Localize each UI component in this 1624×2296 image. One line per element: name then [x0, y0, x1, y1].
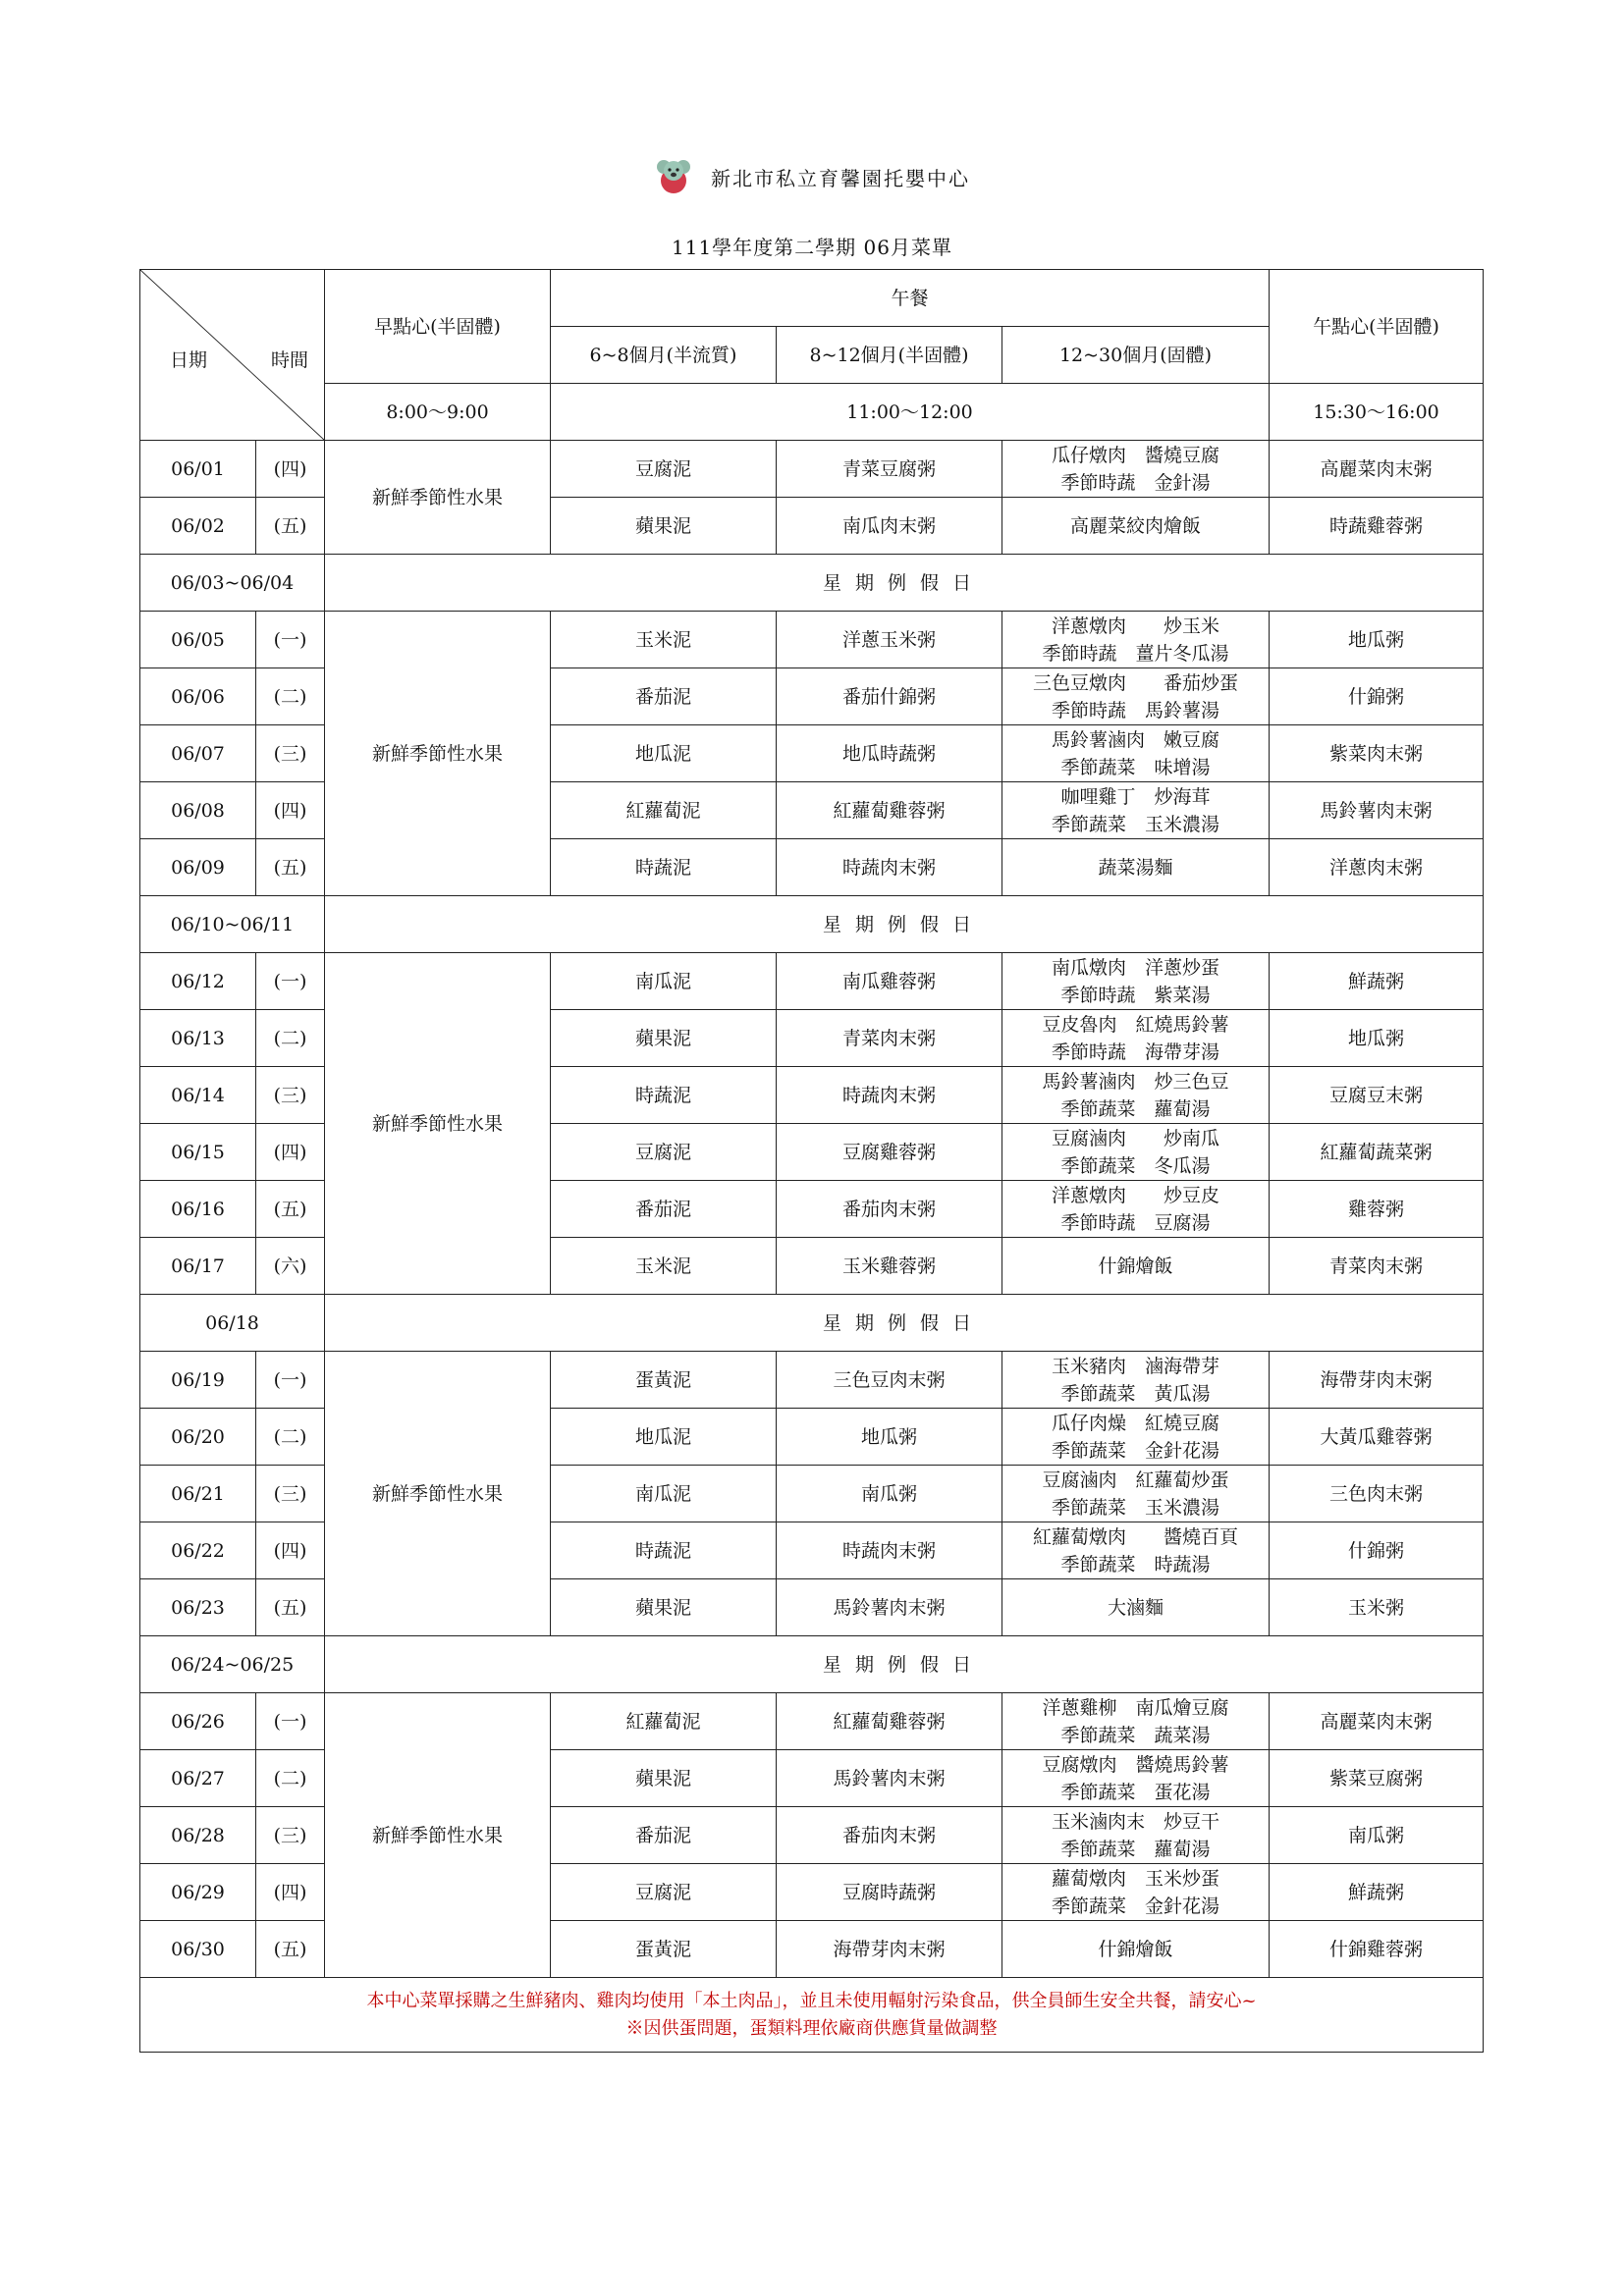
lunch-12-30 — [1002, 1238, 1270, 1295]
afternoon-snack: 紅蘿蔔蔬菜粥 — [1270, 1124, 1484, 1181]
lunch-12-30 — [1002, 1409, 1270, 1466]
day-weekday: (五) — [256, 1181, 325, 1238]
afternoon-snack: 玉米粥 — [1270, 1579, 1484, 1636]
lunch-12-30-line1: 南瓜燉肉 洋蔥炒蛋 — [1052, 956, 1220, 979]
afternoon-snack: 紫菜豆腐粥 — [1270, 1750, 1484, 1807]
morning-fruit: 新鮮季節性水果 — [325, 1693, 551, 1978]
day-weekday: (四) — [256, 1522, 325, 1579]
lunch-6-8: 時蔬泥 — [551, 1067, 777, 1124]
menu-day-row — [140, 1352, 1484, 1409]
lunch-8-12: 青菜豆腐粥 — [777, 441, 1002, 498]
lunch-8-12: 海帶芽肉末粥 — [777, 1921, 1002, 1978]
lunch-12-30-line1: 馬鈴薯滷肉 炒三色豆 — [1042, 1070, 1229, 1093]
lunch-8-12: 南瓜粥 — [777, 1466, 1002, 1522]
lunch-12-30 — [1002, 1522, 1270, 1579]
holiday-label: 星期例假日 — [325, 1295, 1484, 1352]
lunch-8-12: 南瓜雞蓉粥 — [777, 953, 1002, 1010]
lunch-12-30-line2: 季節蔬菜 黃瓜湯 — [1060, 1382, 1211, 1405]
lunch-6-8: 豆腐泥 — [551, 441, 777, 498]
holiday-date: 06/03~06/04 — [140, 555, 325, 612]
lunch-8-12: 番茄什錦粥 — [777, 668, 1002, 725]
lunch-8-12: 三色豆肉末粥 — [777, 1352, 1002, 1409]
lunch-12-30-line1: 三色豆燉肉 番茄炒蛋 — [1033, 671, 1239, 694]
lunch-12-30 — [1002, 1693, 1270, 1750]
day-date: 06/17 — [140, 1238, 256, 1295]
day-date: 06/27 — [140, 1750, 256, 1807]
menu-day-row — [140, 612, 1484, 668]
lunch-12-30-line1: 什錦燴飯 — [1098, 1255, 1173, 1277]
afternoon-snack: 雞蓉粥 — [1270, 1181, 1484, 1238]
lunch-12-30 — [1002, 1579, 1270, 1636]
lunch-8-12: 洋蔥玉米粥 — [777, 612, 1002, 668]
school-name: 新北市私立育馨園托嬰中心 — [711, 166, 970, 190]
lunch-12-30-line2: 季節蔬菜 蘿蔔湯 — [1060, 1838, 1211, 1860]
lunch-12-30 — [1002, 1864, 1270, 1921]
day-weekday: (一) — [256, 612, 325, 668]
afternoon-snack: 海帶芽肉末粥 — [1270, 1352, 1484, 1409]
header-morning-snack: 早點心(半固體) — [325, 270, 551, 384]
lunch-6-8: 蘋果泥 — [551, 1010, 777, 1067]
day-date: 06/29 — [140, 1864, 256, 1921]
menu-subtitle: 111學年度第二學期 06月菜單 — [672, 236, 952, 259]
lunch-12-30-line2: 季節蔬菜 蛋花湯 — [1060, 1781, 1211, 1803]
footer-line-2: ※因供蛋問題，蛋類料理依廠商供應貨量做調整 — [625, 2017, 998, 2039]
lunch-8-12: 地瓜時蔬粥 — [777, 725, 1002, 782]
time-afternoon: 15:30～16:00 — [1270, 384, 1484, 441]
header-time-label: 時間 — [270, 349, 308, 371]
lunch-8-12: 青菜肉末粥 — [777, 1010, 1002, 1067]
footer-note — [140, 1978, 1484, 2053]
lunch-6-8: 地瓜泥 — [551, 725, 777, 782]
lunch-12-30 — [1002, 1181, 1270, 1238]
lunch-12-30 — [1002, 1067, 1270, 1124]
lunch-12-30-line2: 季節時蔬 紫菜湯 — [1060, 984, 1211, 1006]
lunch-6-8: 玉米泥 — [551, 612, 777, 668]
lunch-12-30 — [1002, 498, 1270, 555]
lunch-12-30-line2: 季節蔬菜 金針花湯 — [1052, 1895, 1220, 1917]
lunch-8-12: 紅蘿蔔雞蓉粥 — [777, 782, 1002, 839]
lunch-8-12: 番茄肉末粥 — [777, 1807, 1002, 1864]
holiday-label: 星期例假日 — [325, 555, 1484, 612]
day-date: 06/28 — [140, 1807, 256, 1864]
lunch-12-30-line1: 瓜仔肉燥 紅燒豆腐 — [1052, 1412, 1220, 1434]
lunch-12-30-line1: 豆腐滷肉 炒南瓜 — [1052, 1127, 1220, 1149]
lunch-12-30 — [1002, 782, 1270, 839]
lunch-8-12: 番茄肉末粥 — [777, 1181, 1002, 1238]
lunch-8-12: 豆腐時蔬粥 — [777, 1864, 1002, 1921]
lunch-12-30 — [1002, 1010, 1270, 1067]
lunch-12-30-line2: 季節蔬菜 味增湯 — [1060, 756, 1211, 778]
lunch-12-30-line2: 季節時蔬 金針湯 — [1060, 471, 1211, 494]
day-date: 06/22 — [140, 1522, 256, 1579]
lunch-12-30 — [1002, 1124, 1270, 1181]
day-weekday: (二) — [256, 1750, 325, 1807]
lunch-6-8: 南瓜泥 — [551, 1466, 777, 1522]
holiday-row — [140, 1295, 1484, 1352]
lunch-6-8: 南瓜泥 — [551, 953, 777, 1010]
afternoon-snack: 時蔬雞蓉粥 — [1270, 498, 1484, 555]
day-weekday: (一) — [256, 1693, 325, 1750]
menu-day-row — [140, 441, 1484, 498]
lunch-8-12: 時蔬肉末粥 — [777, 1522, 1002, 1579]
day-date: 06/30 — [140, 1921, 256, 1978]
time-morning: 8:00～9:00 — [325, 384, 551, 441]
lunch-12-30-line1: 蘿蔔燉肉 玉米炒蛋 — [1052, 1867, 1220, 1890]
lunch-8-12: 地瓜粥 — [777, 1409, 1002, 1466]
menu-table — [139, 269, 1484, 2053]
lunch-12-30 — [1002, 441, 1270, 498]
day-date: 06/13 — [140, 1010, 256, 1067]
lunch-12-30-line1: 豆腐滷肉 紅蘿蔔炒蛋 — [1042, 1468, 1229, 1491]
day-date: 06/12 — [140, 953, 256, 1010]
lunch-12-30 — [1002, 1750, 1270, 1807]
koala-logo-icon — [654, 157, 693, 196]
lunch-12-30-line1: 什錦燴飯 — [1098, 1938, 1173, 1960]
lunch-12-30-line1: 玉米豬肉 滷海帶芽 — [1052, 1355, 1220, 1377]
lunch-12-30-line2: 季節蔬菜 玉米濃湯 — [1052, 1496, 1220, 1519]
afternoon-snack: 什錦粥 — [1270, 668, 1484, 725]
day-date: 06/09 — [140, 839, 256, 896]
day-weekday: (五) — [256, 1921, 325, 1978]
lunch-12-30-line1: 蔬菜湯麵 — [1098, 856, 1173, 879]
day-date: 06/26 — [140, 1693, 256, 1750]
day-weekday: (一) — [256, 953, 325, 1010]
lunch-6-8: 蘋果泥 — [551, 498, 777, 555]
day-weekday: (五) — [256, 839, 325, 896]
lunch-6-8: 番茄泥 — [551, 1807, 777, 1864]
lunch-12-30 — [1002, 668, 1270, 725]
lunch-12-30-line1: 豆腐燉肉 醬燒馬鈴薯 — [1042, 1753, 1229, 1776]
afternoon-snack: 鮮蔬粥 — [1270, 953, 1484, 1010]
lunch-12-30-line1: 洋蔥雞柳 南瓜燴豆腐 — [1042, 1696, 1229, 1719]
afternoon-snack: 地瓜粥 — [1270, 1010, 1484, 1067]
afternoon-snack: 什錦粥 — [1270, 1522, 1484, 1579]
lunch-12-30-line1: 大滷麵 — [1108, 1596, 1164, 1619]
afternoon-snack: 馬鈴薯肉末粥 — [1270, 782, 1484, 839]
lunch-6-8: 蘋果泥 — [551, 1750, 777, 1807]
header — [0, 157, 1624, 196]
lunch-12-30 — [1002, 725, 1270, 782]
day-weekday: (四) — [256, 441, 325, 498]
lunch-12-30-line1: 瓜仔燉肉 醬燒豆腐 — [1052, 444, 1220, 466]
lunch-12-30-line1: 玉米滷肉末 炒豆干 — [1052, 1810, 1220, 1833]
day-date: 06/21 — [140, 1466, 256, 1522]
lunch-12-30-line2: 季節蔬菜 時蔬湯 — [1060, 1553, 1211, 1575]
day-weekday: (二) — [256, 1010, 325, 1067]
lunch-12-30-line2: 季節蔬菜 金針花湯 — [1052, 1439, 1220, 1462]
afternoon-snack: 南瓜粥 — [1270, 1807, 1484, 1864]
lunch-12-30-line2: 季節蔬菜 蘿蔔湯 — [1060, 1097, 1211, 1120]
day-weekday: (二) — [256, 1409, 325, 1466]
lunch-6-8: 玉米泥 — [551, 1238, 777, 1295]
lunch-12-30 — [1002, 1921, 1270, 1978]
day-weekday: (四) — [256, 782, 325, 839]
day-weekday: (四) — [256, 1864, 325, 1921]
lunch-12-30 — [1002, 1807, 1270, 1864]
lunch-12-30-line2: 季節時蔬 海帶芽湯 — [1052, 1041, 1220, 1063]
school-heading — [0, 157, 1624, 196]
afternoon-snack: 紫菜肉末粥 — [1270, 725, 1484, 782]
lunch-6-8: 地瓜泥 — [551, 1409, 777, 1466]
lunch-8-12: 馬鈴薯肉末粥 — [777, 1579, 1002, 1636]
header-afternoon-snack: 午點心(半固體) — [1270, 270, 1484, 384]
day-weekday: (三) — [256, 1466, 325, 1522]
day-weekday: (一) — [256, 1352, 325, 1409]
holiday-date: 06/18 — [140, 1295, 325, 1352]
lunch-12-30-line1: 洋蔥燉肉 炒玉米 — [1052, 614, 1220, 637]
lunch-12-30-line2: 季節蔬菜 蔬菜湯 — [1060, 1724, 1211, 1746]
header-date-time-cell — [140, 270, 325, 441]
lunch-12-30-line1: 紅蘿蔔燉肉 醬燒百頁 — [1033, 1525, 1239, 1548]
morning-fruit: 新鮮季節性水果 — [325, 612, 551, 896]
afternoon-snack: 豆腐豆末粥 — [1270, 1067, 1484, 1124]
day-date: 06/02 — [140, 498, 256, 555]
lunch-6-8: 紅蘿蔔泥 — [551, 782, 777, 839]
holiday-row — [140, 896, 1484, 953]
day-weekday: (三) — [256, 1807, 325, 1864]
day-date: 06/15 — [140, 1124, 256, 1181]
header-lunch: 午餐 — [551, 270, 1270, 327]
lunch-6-8: 蛋黃泥 — [551, 1352, 777, 1409]
header-age-8-12: 8~12個月(半固體) — [777, 327, 1002, 384]
day-weekday: (二) — [256, 668, 325, 725]
afternoon-snack: 三色肉末粥 — [1270, 1466, 1484, 1522]
menu-day-row — [140, 1693, 1484, 1750]
afternoon-snack: 地瓜粥 — [1270, 612, 1484, 668]
day-date: 06/06 — [140, 668, 256, 725]
header-date-label: 日期 — [170, 349, 208, 371]
lunch-8-12: 紅蘿蔔雞蓉粥 — [777, 1693, 1002, 1750]
lunch-6-8: 時蔬泥 — [551, 839, 777, 896]
time-lunch: 11:00～12:00 — [551, 384, 1270, 441]
afternoon-snack: 大黃瓜雞蓉粥 — [1270, 1409, 1484, 1466]
footer-line-1: 本中心菜單採購之生鮮豬肉、雞肉均使用「本土肉品」，並且未使用輻射污染食品，供全員師生安全共餐，請安心~ — [366, 1990, 1257, 2011]
day-weekday: (六) — [256, 1238, 325, 1295]
lunch-6-8: 蛋黃泥 — [551, 1921, 777, 1978]
afternoon-snack: 高麗菜肉末粥 — [1270, 441, 1484, 498]
day-date: 06/14 — [140, 1067, 256, 1124]
day-date: 06/05 — [140, 612, 256, 668]
lunch-12-30-line2: 季節時蔬 馬鈴薯湯 — [1052, 699, 1220, 721]
afternoon-snack: 洋蔥肉末粥 — [1270, 839, 1484, 896]
lunch-6-8: 番茄泥 — [551, 668, 777, 725]
day-date: 06/20 — [140, 1409, 256, 1466]
lunch-12-30-line1: 高麗菜絞肉燴飯 — [1070, 514, 1202, 537]
lunch-8-12: 南瓜肉末粥 — [777, 498, 1002, 555]
morning-fruit: 新鮮季節性水果 — [325, 953, 551, 1295]
day-weekday: (五) — [256, 498, 325, 555]
afternoon-snack: 青菜肉末粥 — [1270, 1238, 1484, 1295]
lunch-12-30-line2: 季節蔬菜 冬瓜湯 — [1060, 1154, 1211, 1177]
holiday-date: 06/24~06/25 — [140, 1636, 325, 1693]
holiday-row — [140, 555, 1484, 612]
day-weekday: (五) — [256, 1579, 325, 1636]
day-weekday: (三) — [256, 725, 325, 782]
lunch-8-12: 時蔬肉末粥 — [777, 1067, 1002, 1124]
day-date: 06/08 — [140, 782, 256, 839]
day-weekday: (三) — [256, 1067, 325, 1124]
lunch-12-30-line2: 季節時蔬 薑片冬瓜湯 — [1042, 642, 1229, 665]
day-date: 06/16 — [140, 1181, 256, 1238]
lunch-12-30-line1: 洋蔥燉肉 炒豆皮 — [1052, 1184, 1220, 1206]
lunch-12-30 — [1002, 612, 1270, 668]
afternoon-snack: 什錦雞蓉粥 — [1270, 1921, 1484, 1978]
afternoon-snack: 鮮蔬粥 — [1270, 1864, 1484, 1921]
lunch-8-12: 馬鈴薯肉末粥 — [777, 1750, 1002, 1807]
day-date: 06/07 — [140, 725, 256, 782]
lunch-6-8: 豆腐泥 — [551, 1864, 777, 1921]
holiday-row — [140, 1636, 1484, 1693]
lunch-8-12: 玉米雞蓉粥 — [777, 1238, 1002, 1295]
menu-day-row — [140, 953, 1484, 1010]
holiday-label: 星期例假日 — [325, 1636, 1484, 1693]
morning-fruit: 新鮮季節性水果 — [325, 1352, 551, 1636]
day-date: 06/01 — [140, 441, 256, 498]
header-age-12-30: 12~30個月(固體) — [1002, 327, 1270, 384]
lunch-12-30-line2: 季節蔬菜 玉米濃湯 — [1052, 813, 1220, 835]
holiday-label: 星期例假日 — [325, 896, 1484, 953]
lunch-8-12: 時蔬肉末粥 — [777, 839, 1002, 896]
lunch-6-8: 紅蘿蔔泥 — [551, 1693, 777, 1750]
day-date: 06/23 — [140, 1579, 256, 1636]
lunch-6-8: 番茄泥 — [551, 1181, 777, 1238]
header-age-6-8: 6~8個月(半流質) — [551, 327, 777, 384]
morning-fruit: 新鮮季節性水果 — [325, 441, 551, 555]
lunch-12-30 — [1002, 953, 1270, 1010]
day-date: 06/19 — [140, 1352, 256, 1409]
lunch-6-8: 時蔬泥 — [551, 1522, 777, 1579]
lunch-12-30-line1: 咖哩雞丁 炒海茸 — [1060, 785, 1211, 808]
holiday-date: 06/10~06/11 — [140, 896, 325, 953]
day-weekday: (四) — [256, 1124, 325, 1181]
lunch-12-30-line2: 季節時蔬 豆腐湯 — [1060, 1211, 1211, 1234]
lunch-6-8: 豆腐泥 — [551, 1124, 777, 1181]
lunch-12-30-line1: 馬鈴薯滷肉 嫩豆腐 — [1052, 728, 1220, 751]
lunch-12-30-line1: 豆皮魯肉 紅燒馬鈴薯 — [1042, 1013, 1229, 1036]
afternoon-snack: 高麗菜肉末粥 — [1270, 1693, 1484, 1750]
lunch-12-30 — [1002, 1352, 1270, 1409]
lunch-12-30 — [1002, 839, 1270, 896]
lunch-6-8: 蘋果泥 — [551, 1579, 777, 1636]
lunch-12-30 — [1002, 1466, 1270, 1522]
lunch-8-12: 豆腐雞蓉粥 — [777, 1124, 1002, 1181]
